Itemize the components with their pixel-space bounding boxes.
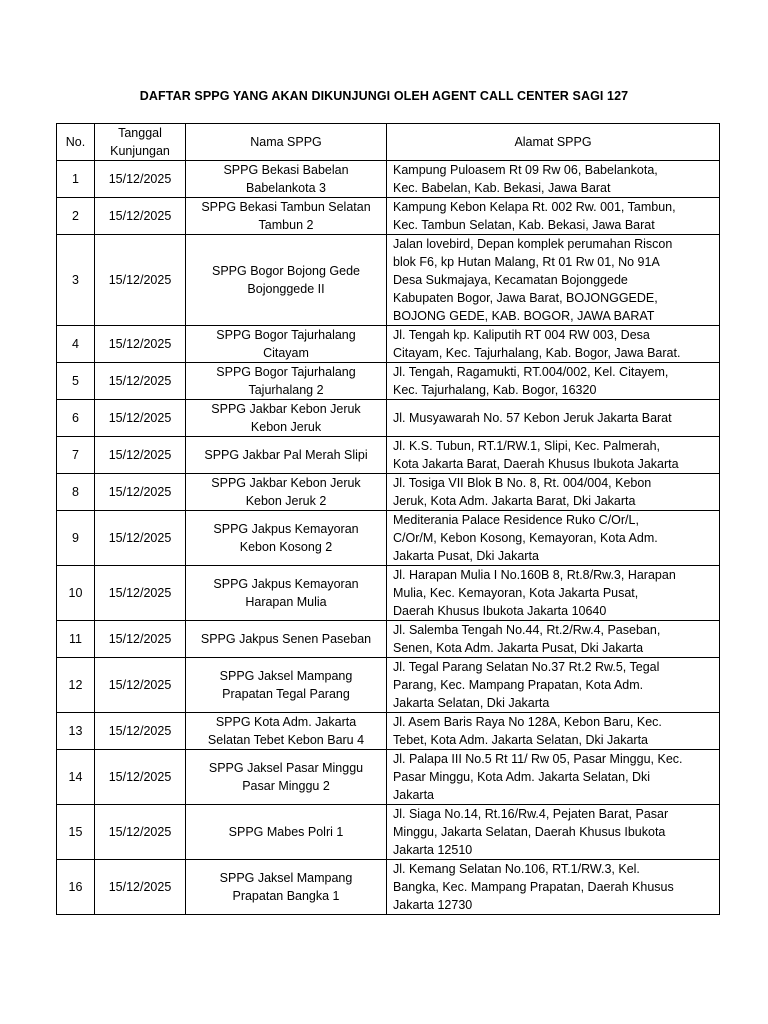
sppg-address-line: Pasar Minggu, Kota Adm. Jakarta Selatan, Dki xyxy=(393,770,651,784)
sppg-address-line: Kabupaten Bogor, Jawa Barat, BOJONGGEDE, xyxy=(393,291,658,305)
sppg-address-line: Jl. Asem Baris Raya No 128A, Kebon Baru, Kec. xyxy=(393,715,662,729)
table-row xyxy=(57,750,720,805)
visit-date: 15/12/2025 xyxy=(95,566,186,621)
sppg-name-line: Kebon Kosong 2 xyxy=(239,540,333,554)
visit-date: 15/12/2025 xyxy=(95,658,186,713)
sppg-name-line: Bojonggede II xyxy=(247,282,325,296)
sppg-name xyxy=(186,235,387,326)
visit-date: 15/12/2025 xyxy=(95,805,186,860)
sppg-name-line: SPPG Jakpus Kemayoran xyxy=(213,522,359,536)
sppg-address-line: C/Or/M, Kebon Kosong, Kemayoran, Kota Adm. xyxy=(393,531,658,545)
row-number: 4 xyxy=(57,326,95,363)
row-number: 11 xyxy=(57,621,95,658)
sppg-address-line: Jl. Tengah, Ragamukti, RT.004/002, Kel. Citayem, xyxy=(393,365,669,379)
sppg-name-line: SPPG Jakpus Senen Paseban xyxy=(200,632,372,646)
row-number: 14 xyxy=(57,750,95,805)
sppg-address-line: Citayam, Kec. Tajurhalang, Kab. Bogor, Jawa Barat. xyxy=(393,346,681,360)
sppg-address xyxy=(387,161,720,198)
sppg-name-line: SPPG Bogor Tajurhalang xyxy=(216,328,356,342)
header-sppg-address: Alamat SPPG xyxy=(387,124,720,161)
table-row xyxy=(57,713,720,750)
sppg-address-line: Jl. Harapan Mulia I No.160B 8, Rt.8/Rw.3, Harapan xyxy=(393,568,676,582)
sppg-address-line: Kampung Kebon Kelapa Rt. 002 Rw. 001, Tambun, xyxy=(393,200,676,214)
sppg-name xyxy=(186,400,387,437)
sppg-name-line: Pasar Minggu 2 xyxy=(242,779,330,793)
row-number: 15 xyxy=(57,805,95,860)
visit-date: 15/12/2025 xyxy=(95,198,186,235)
visit-date: 15/12/2025 xyxy=(95,326,186,363)
sppg-name-line: Selatan Tebet Kebon Baru 4 xyxy=(207,733,365,747)
sppg-address xyxy=(387,805,720,860)
visit-date: 15/12/2025 xyxy=(95,400,186,437)
sppg-name xyxy=(186,713,387,750)
visit-date: 15/12/2025 xyxy=(95,363,186,400)
sppg-address xyxy=(387,326,720,363)
sppg-address-line: Jl. Tosiga VII Blok B No. 8, Rt. 004/004, Kebon xyxy=(393,476,652,490)
sppg-address-line: Desa Sukmajaya, Kecamatan Bojonggede xyxy=(393,273,628,287)
sppg-name xyxy=(186,621,387,658)
sppg-name xyxy=(186,750,387,805)
sppg-name-line: Kebon Jeruk 2 xyxy=(245,494,327,508)
table-row xyxy=(57,860,720,915)
sppg-address xyxy=(387,363,720,400)
sppg-name xyxy=(186,326,387,363)
sppg-name-line: SPPG Bekasi Babelan xyxy=(223,163,349,177)
table-row xyxy=(57,363,720,400)
table-row xyxy=(57,566,720,621)
table-header-row xyxy=(57,124,720,161)
sppg-address-line: Jl. Salemba Tengah No.44, Rt.2/Rw.4, Paseban, xyxy=(393,623,661,637)
sppg-address-line: Minggu, Jakarta Selatan, Daerah Khusus Ibukota xyxy=(393,825,666,839)
header-visit-date-line: Kunjungan xyxy=(110,144,170,158)
row-number: 7 xyxy=(57,437,95,474)
row-number: 12 xyxy=(57,658,95,713)
row-number: 3 xyxy=(57,235,95,326)
header-no: No. xyxy=(57,124,95,161)
table-row xyxy=(57,437,720,474)
sppg-name-line: Babelankota 3 xyxy=(246,181,326,195)
sppg-name-line: Harapan Mulia xyxy=(245,595,327,609)
visit-date: 15/12/2025 xyxy=(95,437,186,474)
sppg-address xyxy=(387,713,720,750)
sppg-address-line: Jl. Tegal Parang Selatan No.37 Rt.2 Rw.5, Tegal xyxy=(393,660,660,674)
sppg-address-line: Jl. Palapa III No.5 Rt 11/ Rw 05, Pasar Minggu, Kec. xyxy=(393,752,683,766)
header-visit-date-line: Tanggal xyxy=(118,126,162,140)
sppg-address xyxy=(387,621,720,658)
sppg-address-line: Kec. Babelan, Kab. Bekasi, Jawa Barat xyxy=(393,181,611,195)
sppg-address-line: Senen, Kota Adm. Jakarta Pusat, Dki Jakarta xyxy=(393,641,644,655)
sppg-name-line: SPPG Kota Adm. Jakarta xyxy=(215,715,357,729)
sppg-address-line: Kampung Puloasem Rt 09 Rw 06, Babelankota, xyxy=(393,163,658,177)
sppg-name-line: SPPG Jakbar Kebon Jeruk xyxy=(211,476,361,490)
visit-date: 15/12/2025 xyxy=(95,621,186,658)
visit-date: 15/12/2025 xyxy=(95,713,186,750)
sppg-address-line: Jl. K.S. Tubun, RT.1/RW.1, Slipi, Kec. Palmerah, xyxy=(393,439,661,453)
sppg-address-line: Jakarta Pusat, Dki Jakarta xyxy=(393,549,539,563)
sppg-address-line: Mediterania Palace Residence Ruko C/Or/L, xyxy=(393,513,639,527)
sppg-name-line: Kebon Jeruk xyxy=(250,420,322,434)
visit-date: 15/12/2025 xyxy=(95,161,186,198)
sppg-address-line: Jakarta 12510 xyxy=(393,843,473,857)
sppg-name xyxy=(186,511,387,566)
table-row xyxy=(57,400,720,437)
table-row xyxy=(57,621,720,658)
sppg-address-line: Jl. Tengah kp. Kaliputih RT 004 RW 003, Desa xyxy=(393,328,650,342)
row-number: 13 xyxy=(57,713,95,750)
table-row xyxy=(57,235,720,326)
sppg-address-line: Jakarta Selatan, Dki Jakarta xyxy=(393,696,550,710)
sppg-address-line: Bangka, Kec. Mampang Prapatan, Daerah Khusus xyxy=(393,880,674,894)
sppg-visit-table xyxy=(56,123,720,915)
row-number: 9 xyxy=(57,511,95,566)
row-number: 5 xyxy=(57,363,95,400)
sppg-name-line: SPPG Jaksel Pasar Minggu xyxy=(208,761,364,775)
sppg-address xyxy=(387,750,720,805)
sppg-name-line: SPPG Jaksel Mampang xyxy=(219,871,353,885)
table-row xyxy=(57,161,720,198)
sppg-name-line: Citayam xyxy=(263,346,309,360)
sppg-name-line: SPPG Jaksel Mampang xyxy=(219,669,353,683)
sppg-address-line: Jakarta 12730 xyxy=(393,898,473,912)
sppg-address-line: Jeruk, Kota Adm. Jakarta Barat, Dki Jakarta xyxy=(393,494,636,508)
sppg-name xyxy=(186,161,387,198)
visit-date: 15/12/2025 xyxy=(95,511,186,566)
sppg-address-line: Jl. Musyawarah No. 57 Kebon Jeruk Jakarta Barat xyxy=(393,411,672,425)
table-row xyxy=(57,511,720,566)
sppg-name-line: SPPG Mabes Polri 1 xyxy=(228,825,344,839)
sppg-name-line: SPPG Bogor Tajurhalang xyxy=(216,365,356,379)
row-number: 6 xyxy=(57,400,95,437)
sppg-address xyxy=(387,658,720,713)
sppg-name xyxy=(186,658,387,713)
sppg-address-line: Mulia, Kec. Kemayoran, Kota Jakarta Pusat, xyxy=(393,586,639,600)
sppg-name-line: SPPG Bogor Bojong Gede xyxy=(211,264,360,278)
sppg-address-line: Jalan lovebird, Depan komplek perumahan Riscon xyxy=(393,237,673,251)
document-title: DAFTAR SPPG YANG AKAN DIKUNJUNGI OLEH AGENT CALL CENTER SAGI 127 xyxy=(139,89,629,103)
visit-date: 15/12/2025 xyxy=(95,750,186,805)
header-sppg-name: Nama SPPG xyxy=(186,124,387,161)
sppg-address xyxy=(387,566,720,621)
sppg-address-line: BOJONG GEDE, KAB. BOGOR, JAWA BARAT xyxy=(393,309,655,323)
header-visit-date xyxy=(95,124,186,161)
sppg-name xyxy=(186,860,387,915)
visit-date: 15/12/2025 xyxy=(95,235,186,326)
sppg-name-line: Prapatan Bangka 1 xyxy=(232,889,340,903)
sppg-name xyxy=(186,805,387,860)
sppg-address xyxy=(387,198,720,235)
table-row xyxy=(57,326,720,363)
sppg-address-line: Kec. Tambun Selatan, Kab. Bekasi, Jawa Barat xyxy=(393,218,655,232)
sppg-address-line: Kec. Tajurhalang, Kab. Bogor, 16320 xyxy=(393,383,597,397)
sppg-name-line: Tambun 2 xyxy=(258,218,314,232)
sppg-address-line: Tebet, Kota Adm. Jakarta Selatan, Dki Jakarta xyxy=(393,733,648,747)
row-number: 1 xyxy=(57,161,95,198)
sppg-address-line: Jl. Siaga No.14, Rt.16/Rw.4, Pejaten Barat, Pasar xyxy=(393,807,669,821)
sppg-name xyxy=(186,474,387,511)
sppg-address-line: Parang, Kec. Mampang Prapatan, Kota Adm. xyxy=(393,678,644,692)
sppg-address xyxy=(387,511,720,566)
sppg-name xyxy=(186,437,387,474)
sppg-name-line: SPPG Jakbar Kebon Jeruk xyxy=(211,402,361,416)
sppg-name xyxy=(186,198,387,235)
table-row xyxy=(57,198,720,235)
table-body xyxy=(57,161,720,915)
table-row xyxy=(57,474,720,511)
row-number: 8 xyxy=(57,474,95,511)
sppg-address-line: Jakarta xyxy=(393,788,434,802)
sppg-name xyxy=(186,363,387,400)
sppg-name-line: Tajurhalang 2 xyxy=(248,383,324,397)
sppg-name-line: SPPG Jakbar Pal Merah Slipi xyxy=(204,448,368,462)
sppg-address-line: Jl. Kemang Selatan No.106, RT.1/RW.3, Kel. xyxy=(393,862,640,876)
sppg-address xyxy=(387,860,720,915)
sppg-address-line: Kota Jakarta Barat, Daerah Khusus Ibukota Jakarta xyxy=(393,457,679,471)
sppg-address-line: blok F6, kp Hutan Malang, Rt 01 Rw 01, No 91A xyxy=(393,255,660,269)
visit-date: 15/12/2025 xyxy=(95,860,186,915)
sppg-name xyxy=(186,566,387,621)
row-number: 10 xyxy=(57,566,95,621)
table-row xyxy=(57,658,720,713)
sppg-address-line: Daerah Khusus Ibukota Jakarta 10640 xyxy=(393,604,607,618)
sppg-name-line: Prapatan Tegal Parang xyxy=(222,687,350,701)
sppg-name-line: SPPG Jakpus Kemayoran xyxy=(213,577,359,591)
sppg-address xyxy=(387,437,720,474)
sppg-name-line: SPPG Bekasi Tambun Selatan xyxy=(201,200,371,214)
sppg-address xyxy=(387,235,720,326)
sppg-address xyxy=(387,474,720,511)
row-number: 16 xyxy=(57,860,95,915)
table-row xyxy=(57,805,720,860)
sppg-address xyxy=(387,400,720,437)
row-number: 2 xyxy=(57,198,95,235)
visit-date: 15/12/2025 xyxy=(95,474,186,511)
